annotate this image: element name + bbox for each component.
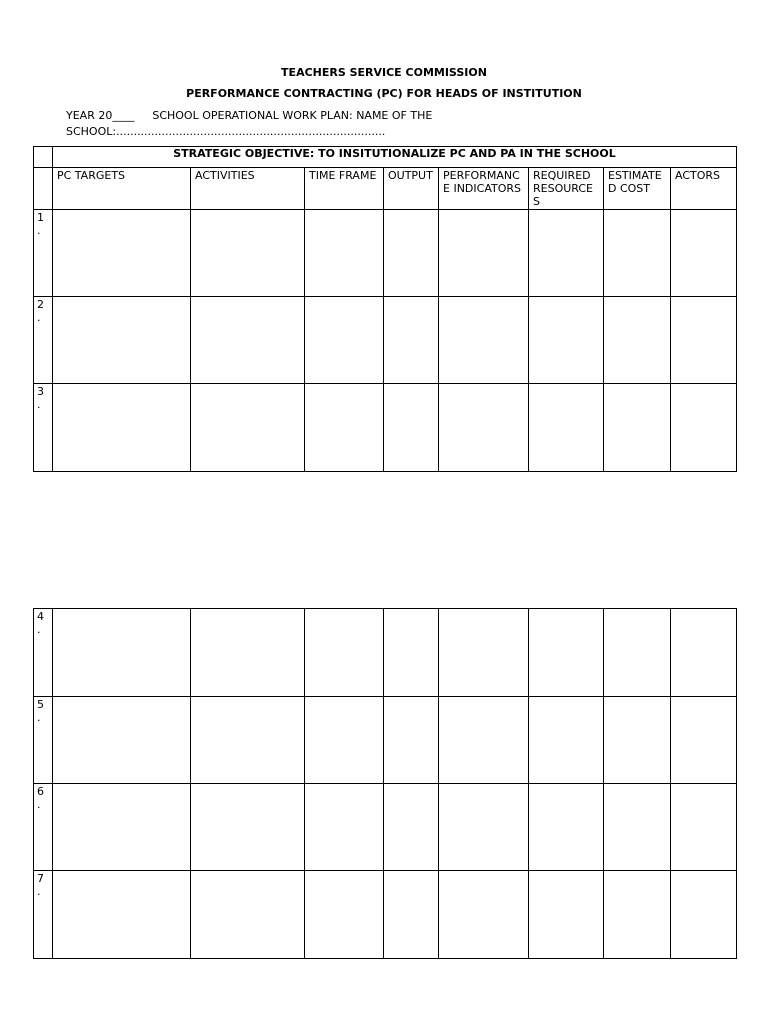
number-header-cell [34, 168, 53, 210]
school-name-line: SCHOOL:............................................................................. [66, 125, 386, 138]
table-row [34, 871, 737, 959]
required-resources-cell[interactable] [529, 384, 604, 472]
estimated-cost-cell[interactable] [604, 697, 671, 784]
page-title: TEACHERS SERVICE COMMISSION [281, 66, 487, 79]
actors-cell[interactable] [671, 784, 737, 871]
time-frame-cell[interactable] [305, 297, 384, 384]
output-cell[interactable] [384, 297, 439, 384]
objective-number-cell [34, 147, 53, 168]
actors-cell[interactable] [671, 210, 737, 297]
row-number-cell [34, 609, 53, 697]
work-plan-label: SCHOOL OPERATIONAL WORK PLAN: NAME OF THE [152, 109, 433, 122]
table-row [34, 609, 737, 697]
row-number: 5 [37, 698, 44, 711]
required-resources-cell[interactable] [529, 210, 604, 297]
pc-targets-cell[interactable] [53, 297, 191, 384]
row-number-cell [34, 210, 53, 297]
row-number-cell [34, 384, 53, 472]
column-header-output: OUTPUT [384, 168, 439, 210]
output-cell[interactable] [384, 697, 439, 784]
required-resources-cell[interactable] [529, 697, 604, 784]
pc-targets-cell[interactable] [53, 384, 191, 472]
actors-cell[interactable] [671, 697, 737, 784]
row-number-dot: . [37, 623, 41, 636]
row-number-dot: . [37, 711, 41, 724]
row-number-dot: . [37, 224, 41, 237]
time-frame-cell[interactable] [305, 609, 384, 697]
performance-indicators-cell[interactable] [439, 210, 529, 297]
work-plan-line [66, 109, 432, 123]
performance-indicators-cell[interactable] [439, 697, 529, 784]
column-header-performance-indicators: PERFORMANCE INDICATORS [439, 168, 529, 210]
table-row [34, 384, 737, 472]
work-plan-table-continued [33, 608, 737, 959]
page-subtitle: PERFORMANCE CONTRACTING (PC) FOR HEADS OF INSTITUTION [186, 87, 582, 100]
row-number-dot: . [37, 885, 41, 898]
activities-cell[interactable] [191, 697, 305, 784]
activities-cell[interactable] [191, 297, 305, 384]
row-number: 6 [37, 785, 44, 798]
time-frame-cell[interactable] [305, 784, 384, 871]
estimated-cost-cell[interactable] [604, 384, 671, 472]
estimated-cost-cell[interactable] [604, 609, 671, 697]
column-header-time-frame: TIME FRAME [305, 168, 384, 210]
row-number: 4 [37, 610, 44, 623]
estimated-cost-cell[interactable] [604, 871, 671, 959]
year-field-label: YEAR 20____ [66, 109, 135, 122]
output-cell[interactable] [384, 384, 439, 472]
time-frame-cell[interactable] [305, 871, 384, 959]
column-header-estimated-cost: ESTIMATED COST [604, 168, 671, 210]
row-number-cell [34, 297, 53, 384]
activities-cell[interactable] [191, 784, 305, 871]
output-cell[interactable] [384, 784, 439, 871]
output-cell[interactable] [384, 210, 439, 297]
row-number-cell [34, 784, 53, 871]
estimated-cost-cell[interactable] [604, 784, 671, 871]
pc-targets-cell[interactable] [53, 210, 191, 297]
row-number: 2 [37, 298, 44, 311]
actors-cell[interactable] [671, 871, 737, 959]
column-header-pc-targets: PC TARGETS [53, 168, 191, 210]
performance-indicators-cell[interactable] [439, 609, 529, 697]
output-cell[interactable] [384, 871, 439, 959]
row-number-dot: . [37, 311, 41, 324]
column-header-actors: ACTORS [671, 168, 737, 210]
pc-targets-cell[interactable] [53, 697, 191, 784]
objective-row [34, 147, 737, 168]
table-row [34, 297, 737, 384]
row-number-cell [34, 871, 53, 959]
row-number: 3 [37, 385, 44, 398]
row-number: 1 [37, 211, 44, 224]
actors-cell[interactable] [671, 297, 737, 384]
row-number-cell [34, 697, 53, 784]
performance-indicators-cell[interactable] [439, 297, 529, 384]
pc-targets-cell[interactable] [53, 784, 191, 871]
actors-cell[interactable] [671, 384, 737, 472]
required-resources-cell[interactable] [529, 609, 604, 697]
pc-targets-cell[interactable] [53, 871, 191, 959]
required-resources-cell[interactable] [529, 784, 604, 871]
time-frame-cell[interactable] [305, 384, 384, 472]
actors-cell[interactable] [671, 609, 737, 697]
row-number-dot: . [37, 798, 41, 811]
estimated-cost-cell[interactable] [604, 297, 671, 384]
activities-cell[interactable] [191, 871, 305, 959]
required-resources-cell[interactable] [529, 297, 604, 384]
required-resources-cell[interactable] [529, 871, 604, 959]
column-header-required-resources: REQUIRED RESOURCES [529, 168, 604, 210]
time-frame-cell[interactable] [305, 697, 384, 784]
table-row [34, 210, 737, 297]
output-cell[interactable] [384, 609, 439, 697]
activities-cell[interactable] [191, 609, 305, 697]
work-plan-table [33, 146, 737, 472]
estimated-cost-cell[interactable] [604, 210, 671, 297]
activities-cell[interactable] [191, 210, 305, 297]
table-row [34, 784, 737, 871]
column-header-activities: ACTIVITIES [191, 168, 305, 210]
row-number-dot: . [37, 398, 41, 411]
table-row [34, 697, 737, 784]
activities-cell[interactable] [191, 384, 305, 472]
row-number: 7 [37, 872, 44, 885]
performance-indicators-cell[interactable] [439, 784, 529, 871]
performance-indicators-cell[interactable] [439, 384, 529, 472]
strategic-objective-heading: STRATEGIC OBJECTIVE: TO INSITUTIONALIZE PC AND PA IN THE SCHOOL [53, 147, 737, 168]
pc-targets-cell[interactable] [53, 609, 191, 697]
performance-indicators-cell[interactable] [439, 871, 529, 959]
column-header-row [34, 168, 737, 210]
time-frame-cell[interactable] [305, 210, 384, 297]
